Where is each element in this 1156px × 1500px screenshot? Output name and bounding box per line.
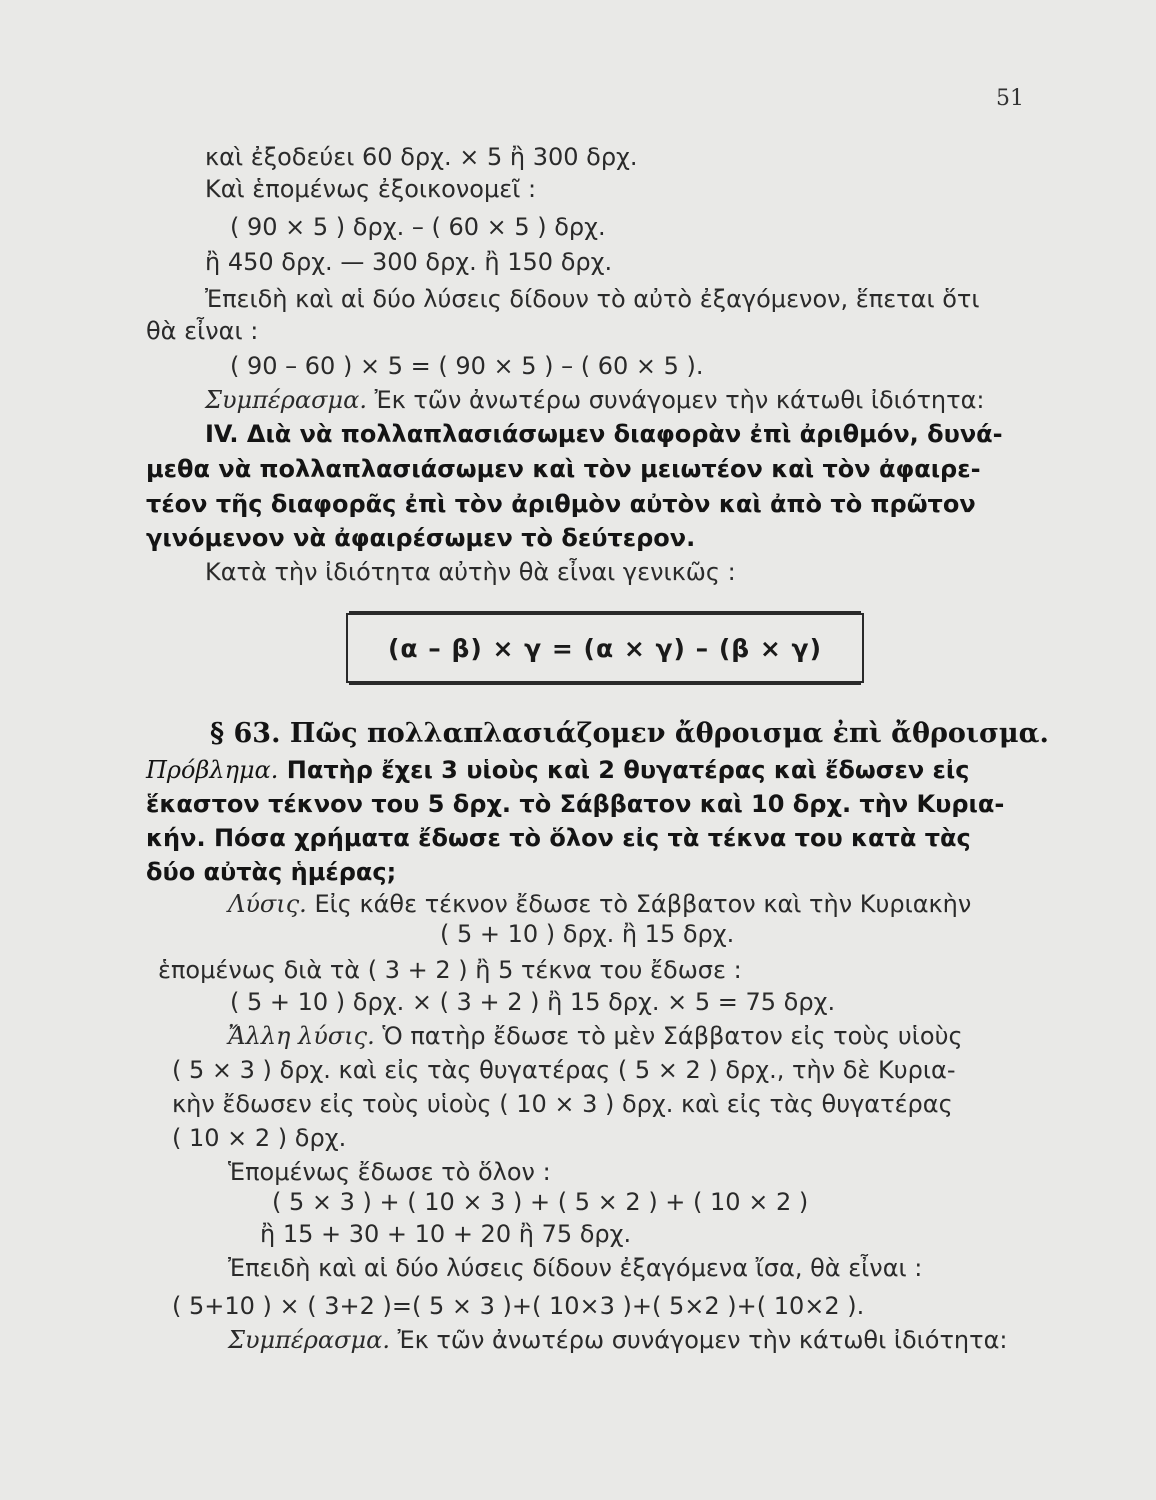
rule-line: IV. Διὰ νὰ πολλαπλασιάσωμεν διαφορὰν ἐπὶ ἀριθμόν, δυνά- [205, 420, 1003, 448]
text-line: ( 10 × 2 ) δρχ. [172, 1124, 347, 1152]
text-line: Ἐπειδὴ καὶ αἱ δύο λύσεις δίδουν ἐξαγόμενα ἴσα, θὰ εἶναι : [228, 1254, 923, 1282]
rule-line: γινόμενον νὰ ἀφαιρέσωμεν τὸ δεύτερον. [146, 524, 696, 552]
alt-solution-line [228, 1020, 963, 1052]
text-line: Καὶ ἑπομένως ἐξοικονομεῖ : [205, 175, 537, 203]
conclusion-label: Συμπέρασμα. [228, 1326, 390, 1354]
conclusion-line [205, 384, 984, 416]
text-line: ( 5 × 3 ) δρχ. καὶ εἰς τὰς θυγατέρας ( 5 × 2 ) δρχ., τὴν δὲ Κυρια- [172, 1056, 956, 1084]
text-line: θὰ εἶναι : [146, 317, 259, 345]
problem-label: Πρόβλημα. [146, 756, 279, 784]
alt-solution-label: Ἄλλη λύσις. [228, 1022, 375, 1050]
rule-line: μεθα νὰ πολλαπλασιάσωμεν καὶ τὸν μειωτέον καὶ τὸν ἀφαιρε- [146, 455, 981, 483]
problem-line: κήν. Πόσα χρήματα ἔδωσε τὸ ὅλον εἰς τὰ τέκνα του κατὰ τὰς [146, 824, 971, 852]
rule-line: τέον τῆς διαφορᾶς ἐπὶ τὸν ἀριθμὸν αὐτὸν καὶ ἀπὸ τὸ πρῶτον [146, 490, 976, 518]
solution-text: Εἰς κάθε τέκνον ἔδωσε τὸ Σάββατον καὶ τὴν Κυριακὴν [314, 890, 972, 918]
text-line: Ἑπομένως ἔδωσε τὸ ὅλον : [228, 1158, 551, 1186]
conclusion-label: Συμπέρασμα. [205, 386, 367, 414]
conclusion-text: Ἐκ τῶν ἀνωτέρω συνάγομεν τὴν κάτωθι ἰδιότητα: [374, 386, 985, 414]
problem-line [146, 754, 969, 786]
solution-label: Λύσις. [228, 890, 307, 918]
alt-solution-text: Ὁ πατὴρ ἔδωσε τὸ μὲν Σάββατον εἰς τοὺς υἱοὺς [382, 1022, 963, 1050]
equation-line: ( 5 + 10 ) δρχ. ἢ 15 δρχ. [440, 920, 735, 948]
equation-line: ( 5 × 3 ) + ( 10 × 3 ) + ( 5 × 2 ) + ( 10 × 2 ) [272, 1188, 809, 1216]
text-line: ἑπομένως διὰ τὰ ( 3 + 2 ) ἢ 5 τέκνα του ἔδωσε : [158, 956, 742, 984]
solution-line [228, 888, 971, 920]
equation-line: ( 5 + 10 ) δρχ. × ( 3 + 2 ) ἢ 15 δρχ. × 5 = 75 δρχ. [230, 988, 836, 1016]
problem-line: δύο αὐτὰς ἡμέρας; [146, 858, 397, 886]
text-line: Ἐπειδὴ καὶ αἱ δύο λύσεις δίδουν τὸ αὐτὸ ἐξαγόμενον, ἕπεται ὅτι [205, 285, 980, 313]
equation-line: ( 5+10 ) × ( 3+2 )=( 5 × 3 )+( 10×3 )+( 5×2 )+( 10×2 ). [172, 1292, 865, 1320]
problem-line: ἕκαστον τέκνον του 5 δρχ. τὸ Σάββατον καὶ 10 δρχ. τὴν Κυρια- [146, 790, 1005, 818]
equation-line: ἢ 450 δρχ. — 300 δρχ. ἢ 150 δρχ. [205, 248, 613, 276]
equation-line: ( 90 × 5 ) δρχ. – ( 60 × 5 ) δρχ. [230, 213, 606, 241]
section-heading: § 63. Πῶς πολλαπλασιάζομεν ἄθροισμα ἐπὶ ἄθροισμα. [210, 718, 1049, 749]
conclusion-line [228, 1324, 1007, 1356]
equation-line: ( 90 – 60 ) × 5 = ( 90 × 5 ) – ( 60 × 5 ). [230, 352, 704, 380]
page-number: 51 [996, 86, 1024, 111]
boxed-formula: (α – β) × γ = (α × γ) – (β × γ) [387, 633, 822, 663]
formula-box [346, 613, 864, 683]
problem-text: Πατὴρ ἔχει 3 υἱοὺς καὶ 2 θυγατέρας καὶ ἔδωσεν εἰς [286, 756, 970, 784]
text-line: καὶ ἐξοδεύει 60 δρχ. × 5 ἢ 300 δρχ. [205, 143, 638, 171]
text-line: κὴν ἔδωσεν εἰς τοὺς υἱοὺς ( 10 × 3 ) δρχ. καὶ εἰς τὰς θυγατέρας [172, 1090, 953, 1118]
equation-line: ἢ 15 + 30 + 10 + 20 ἢ 75 δρχ. [260, 1220, 632, 1248]
text-line: Κατὰ τὴν ἰδιότητα αὐτὴν θὰ εἶναι γενικῶς : [205, 558, 736, 586]
conclusion-text: Ἐκ τῶν ἀνωτέρω συνάγομεν τὴν κάτωθι ἰδιότητα: [397, 1326, 1008, 1354]
